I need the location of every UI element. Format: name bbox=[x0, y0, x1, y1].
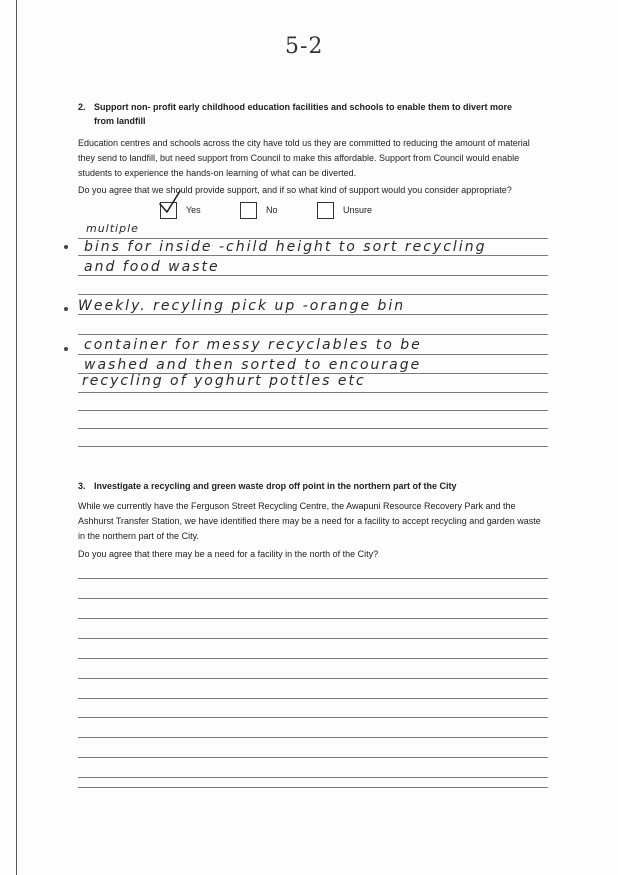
unsure-checkbox[interactable] bbox=[317, 202, 334, 219]
handwritten-line1: bins for inside -child height to sort recycling bbox=[84, 239, 487, 255]
answer-line bbox=[78, 294, 548, 295]
answer-line bbox=[78, 334, 548, 335]
handwritten-page-number: 5-2 bbox=[285, 34, 324, 59]
answer-line bbox=[78, 428, 548, 429]
handwritten-line3: Weekly. recyling pick up -orange bin bbox=[78, 298, 406, 314]
answer-line bbox=[78, 787, 548, 788]
q2-heading-line2: from landfill bbox=[94, 116, 146, 126]
answer-line bbox=[78, 354, 548, 355]
no-label: No bbox=[266, 205, 278, 215]
bullet-icon bbox=[64, 245, 68, 249]
answer-line bbox=[78, 275, 548, 276]
handwritten-line4: container for messy recyclables to be bbox=[84, 337, 422, 353]
answer-line bbox=[78, 698, 548, 699]
answer-line bbox=[78, 392, 548, 393]
q3-number: 3. bbox=[78, 481, 86, 491]
q2-body-line2: they send to landfill, but need support from Council to make this affordable. Support from Council would enable bbox=[78, 153, 520, 163]
q3-prompt: Do you agree that there may be a need for a facility in the north of the City? bbox=[78, 549, 379, 559]
answer-line bbox=[78, 446, 548, 447]
handwritten-line2: and food waste bbox=[84, 259, 220, 275]
page-edge-line bbox=[16, 0, 17, 875]
unsure-label: Unsure bbox=[343, 205, 373, 215]
answer-line bbox=[78, 618, 548, 619]
q2-body-line1: Education centres and schools across the city have told us they are committed to reducing the amount of material bbox=[78, 138, 530, 148]
answer-line bbox=[78, 658, 548, 659]
bullet-icon bbox=[64, 347, 68, 351]
no-checkbox[interactable] bbox=[240, 202, 257, 219]
answer-line bbox=[78, 255, 548, 256]
q2-heading bbox=[78, 100, 558, 128]
handwritten-line6: recycling of yoghurt pottles etc bbox=[82, 373, 366, 389]
q3-heading-text: Investigate a recycling and green waste drop off point in the northern part of the City bbox=[94, 481, 457, 491]
handwritten-line5: washed and then sorted to encourage bbox=[84, 357, 422, 373]
handwritten-insert: multiple bbox=[86, 222, 139, 235]
bullet-icon bbox=[64, 307, 68, 311]
q2-heading-line1: Support non- profit early childhood education facilities and schools to enable them to divert more bbox=[94, 102, 513, 112]
q3-body bbox=[78, 499, 553, 544]
q3-heading bbox=[78, 479, 558, 493]
answer-line bbox=[78, 598, 548, 599]
answer-line bbox=[78, 678, 548, 679]
q2-number: 2. bbox=[78, 102, 86, 112]
answer-line bbox=[78, 314, 548, 315]
answer-line bbox=[78, 757, 548, 758]
q3-body-line2: Ashhurst Transfer Station, we have identified there may be a need for a facility to accept recycling and garden waste bbox=[78, 516, 541, 526]
answer-line bbox=[78, 737, 548, 738]
answer-line bbox=[78, 638, 548, 639]
answer-line bbox=[78, 777, 548, 778]
q2-body-line3: students to experience the hands-on learning of what can be diverted. bbox=[78, 168, 357, 178]
yes-label: Yes bbox=[186, 205, 201, 215]
q3-body-line1: While we currently have the Ferguson Street Recycling Centre, the Awapuni Resource Recovery Park and the bbox=[78, 501, 516, 511]
q2-body bbox=[78, 136, 553, 181]
q2-options bbox=[160, 200, 420, 220]
q2-prompt: Do you agree that we should provide support, and if so what kind of support would you consider appropriate? bbox=[78, 185, 512, 195]
q3-body-line3: in the northern part of the City. bbox=[78, 531, 199, 541]
answer-line bbox=[78, 578, 548, 579]
answer-line bbox=[78, 410, 548, 411]
answer-line bbox=[78, 717, 548, 718]
check-mark-icon bbox=[158, 190, 182, 216]
